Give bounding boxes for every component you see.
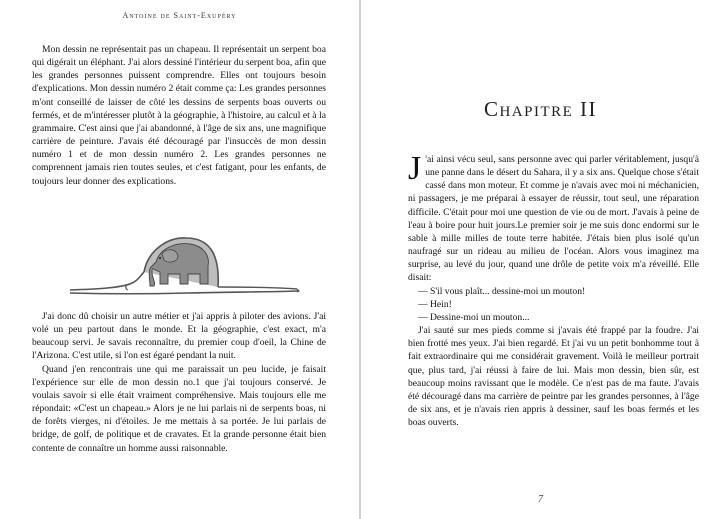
dialogue-line: — S'il vous plaît... dessine-moi un mouton! xyxy=(418,285,586,297)
paragraph: Mon dessin ne représentait pas un chapeau. Il représentait un serpent boa qui digérait un éléphant. J'ai alors dessiné l'intérieur du serpent boa, afin que les grandes personnes puissent comprendre. Elles ont toujours besoin d'explications. Mon dessin numéro 2 était comme ça: Les grandes personnes m'ont conseillé de laisser de côté les dessins de serpents boas ouverts ou fermés, et de m'intéresser plutôt à la géographie, à l'histoire, au calcul et à la grammaire. C'est ainsi que j'ai abandonné, à l'âge de six ans, une magnifique carrière de peinture. J'avais été découragé par l'insuccès de mon dessin numéro 1 et de mon dessin numéro 2. Les grandes personnes ne comprennent jamais rien toutes seules, et c'est fatigant, pour les enfants, de toujours leur donner des explications. xyxy=(32,44,326,187)
paragraph: Quand j'en rencontrais une qui me paraissait un peu lucide, je faisait l'expérience sur elle de mon dessin no.1 que j'ai toujours conservé. Je voulais savoir si elle était vraiment compréhensive. Mais toujours elle me répondait: «C'est un chapeau.» Alors je ne lui parlais ni de serpents boas, ni de forêts vierges, ni d'étoiles. Je me mettais à sa portée. Je lui parlais de bridge, de golf, de politique et de cravates. Et la grande personne était bien contente de connaître un homme aussi raisonnable. xyxy=(32,363,326,454)
left-text-bottom xyxy=(32,310,326,455)
dialogue-line: — Hein! xyxy=(418,298,452,310)
left-page xyxy=(0,0,359,519)
dialogue-line: — Dessine-moi un mouton... xyxy=(418,311,530,323)
first-paragraph xyxy=(408,150,699,285)
boa-elephant-illustration xyxy=(68,232,300,298)
chapter-title: Chapitre II xyxy=(483,97,598,121)
page-number: 7 xyxy=(538,494,543,505)
first-paragraph-text: 'ai ainsi vécu seul, sans personne avec qui parler véritablement, jusqu'à une panne dans le désert du Sahara, il y a six ans. Quelque chose s'était cassé dans mon moteur. Et comme je n'avais avec moi ni méchanicien, ni passagers, je me préparai à essayer de réussir, tout seul, une réparation difficile. C'était pour moi une question de vie ou de mort. J'avais à peine de l'eau à boire pour huit jours.Le premier soir je me suis donc endormi sur le sable à mille milles de toute terre habitée. J'étais bien plus isolé qu'un naufragé sur un rideau au milieu de l'océan. Alors vous imaginez ma surprise, au levé du jour, quand une drôle de petite voix m'a réveillé. Elle disait: xyxy=(408,154,699,284)
right-page xyxy=(361,0,720,519)
left-text-top xyxy=(32,43,326,188)
running-head: Antoine de Saint-Exupéry xyxy=(122,11,237,20)
paragraph: J'ai donc dû choisir un autre métier et j'ai appris à piloter des avions. J'ai volé un peu partout dans le monde. Et la géographie, c'est exact, m'a beaucoup servi. Je savais reconnaître, du premier coup d'oeil, la Chine de l'Arizona. C'est utile, si l'on est égaré pendant la nuit. xyxy=(32,311,326,362)
paragraph: J'ai sauté sur mes pieds comme si j'avais été frappé par la foudre. J'ai bien frotté mes yeux. J'ai bien regardé. Et j'ai vu un petit bonhomme tout à fait extraordinaire qui me considérait gravement. Voilà le meilleur portrait que, plus tard, j'ai réussi à faire de lui. Mais mon dessin, bien sûr, est beaucoup moins ravissant que le modèle. Ce n'est pas de ma faute. J'avais été découragé dans ma carrière de peintre par les grandes personnes, à l'âge de six ans, et je n'avais rien appris à dessiner, sauf les boas fermés et les boas ouverts. xyxy=(408,325,699,429)
right-text xyxy=(408,150,699,429)
drop-cap: J xyxy=(408,150,422,187)
